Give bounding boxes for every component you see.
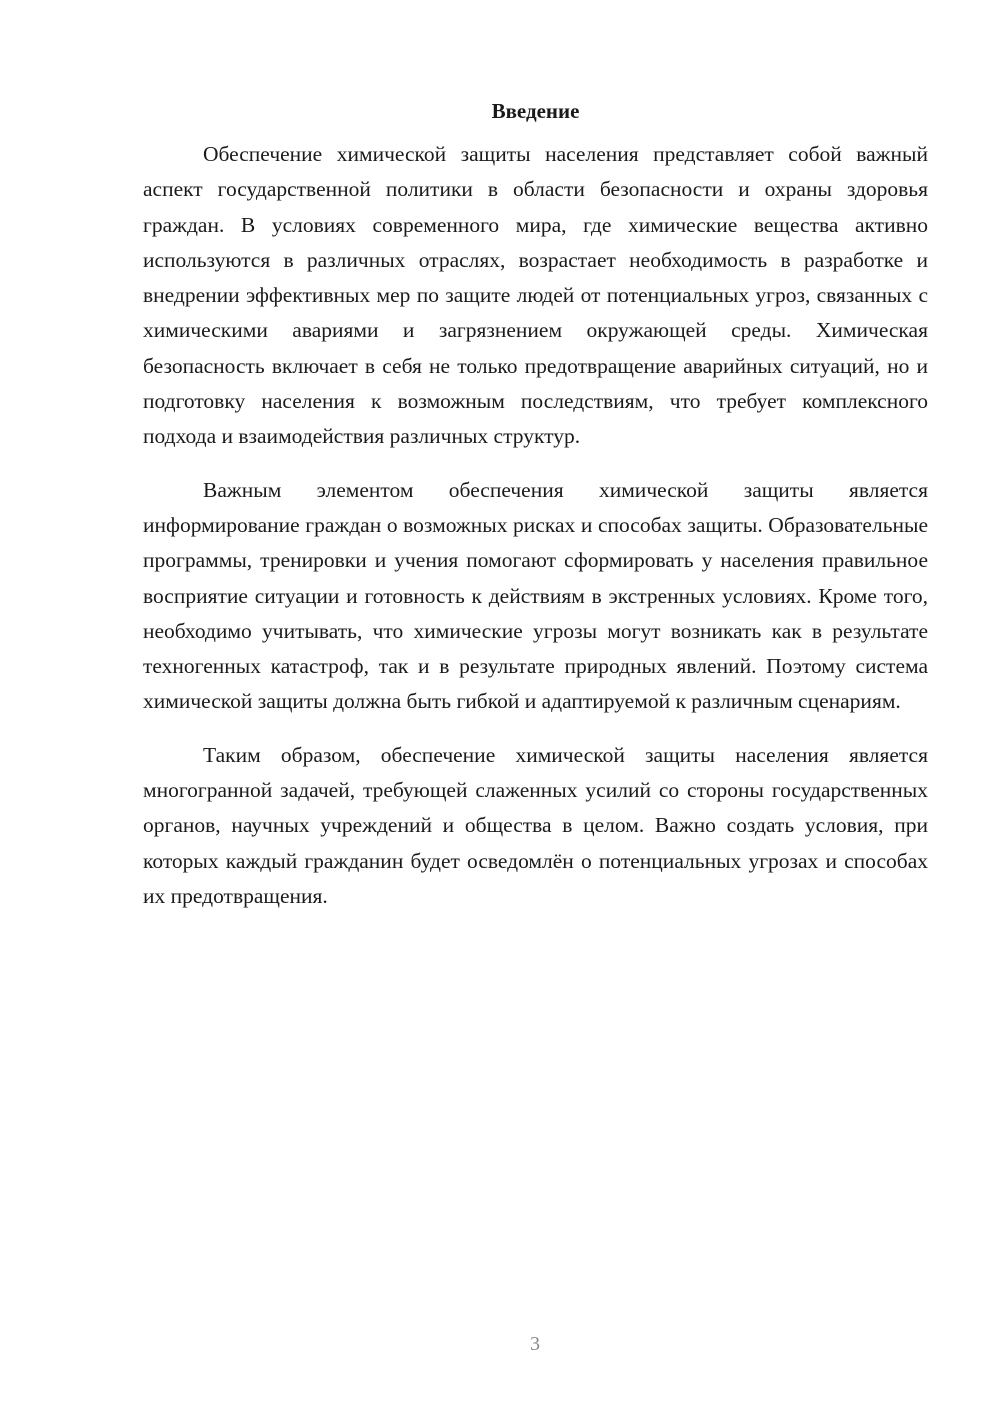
page-content: [143, 95, 928, 932]
paragraph-2: Важным элементом обеспечения химической защиты является информирование граждан о возможных рисках и способах защиты. Образовательные программы, тренировки и учения помогают сформировать у населения правильное восприятие ситуации и готовность к действиям в экстренных условиях. Кроме того, необходимо учитывать, что химические угрозы могут возникать как в результате техногенных катастроф, так и в результате природных явлений. Поэтому система химической защиты должна быть гибкой и адаптируемой к различным сценариям.: [143, 477, 928, 714]
paragraph-3: Таким образом, обеспечение химической защиты населения является многогранной задачей, требующей слаженных усилий со стороны государственных органов, научных учреждений и общества в целом. Важно создать условия, при которых каждый гражданин будет осведомлён о потенциальных угрозах и способах их предотвращения.: [143, 742, 928, 908]
page-number: 3: [530, 1333, 540, 1355]
section-title: Введение: [491, 99, 580, 123]
paragraph-1: Обеспечение химической защиты населения представляет собой важный аспект государственной политики в области безопасности и охраны здоровья граждан. В условиях современного мира, где химические вещества активно используются в различных отраслях, возрастает необходимость в разработке и внедрении эффективных мер по защите людей от потенциальных угроз, связанных с химическими авариями и загрязнением окружающей среды. Химическая безопасность включает в себя не только предотвращение аварийных ситуаций, но и подготовку населения к возможным последствиям, что требует комплексного подхода и взаимодействия различных структур.: [143, 142, 928, 449]
